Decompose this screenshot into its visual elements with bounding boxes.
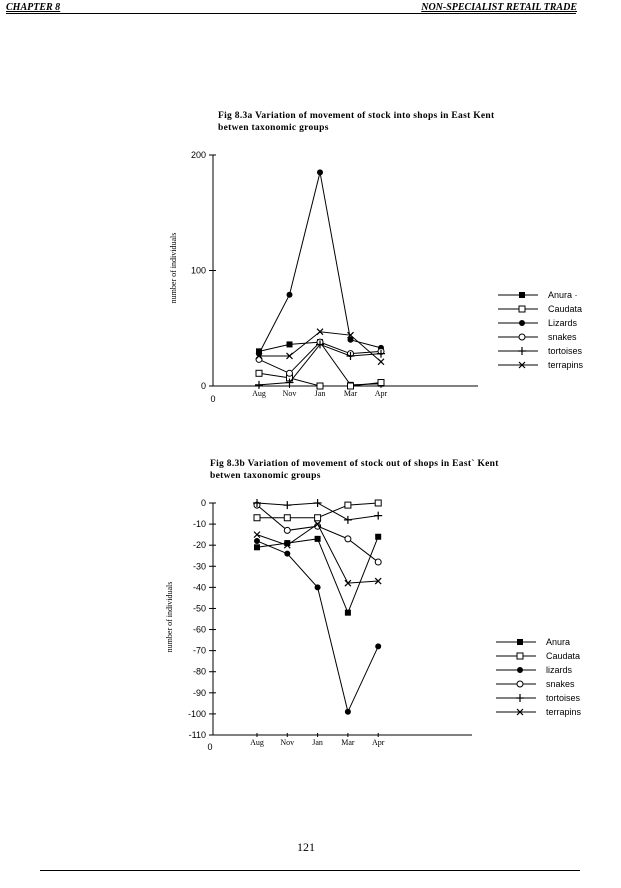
chart-b-legend-label: terrapins bbox=[546, 707, 582, 717]
chart-b-data-point bbox=[344, 516, 352, 524]
chart-b-series-line bbox=[257, 505, 378, 562]
chart-b-data-point bbox=[284, 515, 290, 521]
chart-b-data-point bbox=[374, 512, 382, 520]
chart-b-legend-label: lizards bbox=[546, 665, 573, 675]
footer-rule bbox=[40, 870, 580, 871]
chapter-header: CHAPTER 8 bbox=[6, 2, 61, 13]
chart-b-legend-label: Anura bbox=[546, 637, 571, 647]
chart-b-data-point bbox=[284, 527, 290, 533]
section-header: NON-SPECIALIST RETAIL TRADE bbox=[421, 2, 577, 13]
chart-b-legend-entry bbox=[496, 665, 573, 675]
chart-b-data-point bbox=[254, 544, 260, 550]
chart-b-series-anura bbox=[254, 534, 381, 616]
chart-b-series-lizards bbox=[254, 538, 381, 715]
chart-a-legend-label: tortoises bbox=[548, 346, 583, 356]
chart-a-y-axis-label: number of individuals bbox=[169, 232, 178, 304]
chart-b-series-line bbox=[257, 524, 378, 583]
chart-b-data-point bbox=[254, 538, 260, 544]
chart-b-y-tick-label: -90 bbox=[192, 687, 206, 698]
chart-a-legend-label: Caudata bbox=[548, 304, 583, 314]
chart-b-data-point bbox=[283, 501, 291, 509]
chart-b-data-point bbox=[315, 536, 321, 542]
chart-b-x-tick-label: Apr bbox=[371, 738, 385, 747]
chart-b-y-tick-label: -30 bbox=[192, 561, 206, 572]
chart-b-legend-marker bbox=[517, 667, 523, 673]
chart-b-data-point bbox=[254, 515, 260, 521]
chart-a-y-tick-label: 200 bbox=[190, 150, 206, 160]
chart-b-data-point bbox=[345, 502, 351, 508]
chart-a-legend-label: Anura · bbox=[548, 290, 578, 300]
chart-b-data-point bbox=[284, 551, 290, 557]
chart-b-legend-label: tortoises bbox=[546, 693, 581, 703]
chart-b-y-axis-label: number of individuals bbox=[165, 581, 174, 653]
chart-b-legend-marker bbox=[517, 639, 523, 645]
chart-b-x-tick-label: Mar bbox=[341, 738, 355, 747]
chart-a-x-tick-label: Mar bbox=[343, 389, 358, 398]
chart-a-legend-label: terrapins bbox=[548, 360, 584, 370]
chart-b-legend-label: snakes bbox=[546, 679, 575, 689]
chart-b-legend-entry bbox=[496, 679, 575, 689]
chart-b-y-tick-label: -20 bbox=[192, 540, 206, 551]
chart-b-legend-label: Caudata bbox=[546, 651, 581, 661]
figure-b-title-line1: Fig 8.3b Variation of movement of stock out of shops in East` Kent bbox=[210, 459, 499, 469]
chart-b-x-tick-label: Aug bbox=[250, 738, 264, 747]
page-number: 121 bbox=[297, 840, 315, 854]
chart-b-y-tick-label: -110 bbox=[188, 730, 206, 740]
chart-a-origin-label: 0 bbox=[210, 394, 216, 404]
chart-b-legend-entry bbox=[496, 707, 582, 717]
chart-b-y-tick-label: -100 bbox=[187, 708, 206, 719]
chart-b-y-tick-label: -80 bbox=[192, 666, 206, 677]
chart-b-legend-entry bbox=[496, 693, 581, 703]
chart-b-data-point bbox=[254, 532, 260, 538]
chart-a-x-tick-label: Apr bbox=[374, 389, 388, 398]
chart-b-y-tick-label: -70 bbox=[192, 645, 206, 656]
chart-b-y-tick-label: 0 bbox=[200, 498, 206, 508]
chart-b-data-point bbox=[314, 499, 322, 507]
chart-b-x-tick-label: Nov bbox=[280, 738, 295, 747]
chart-a-y-tick-label: 0 bbox=[200, 381, 206, 391]
chart-a-x-tick-label: Aug bbox=[252, 389, 266, 398]
chart-b-legend-marker bbox=[517, 681, 523, 687]
chart-a-legend-label: Lizards bbox=[548, 318, 578, 328]
chart-b-data-point bbox=[345, 536, 351, 542]
chart-b-data-point bbox=[315, 584, 321, 590]
chart-b-data-point bbox=[375, 534, 381, 540]
chart-b-data-point bbox=[375, 500, 381, 506]
chart-a-x-tick-label: Jan bbox=[314, 389, 326, 398]
chart-b-y-tick-label: -40 bbox=[192, 582, 206, 593]
chart-b-legend-marker bbox=[517, 653, 523, 659]
figure-b-title-line2: betwen taxonomic groups bbox=[210, 471, 321, 481]
figure-a-title-line1: Fig 8.3a Variation of movement of stock into shops in East Kent bbox=[218, 111, 495, 121]
chart-b-data-point bbox=[315, 515, 321, 521]
chart-b-y-tick-label: -10 bbox=[192, 519, 206, 530]
chart-b-x-tick-label: Jan bbox=[312, 738, 323, 747]
chart-b-y-tick-label: -50 bbox=[192, 603, 206, 614]
chart-b-y-tick-label: -60 bbox=[192, 624, 206, 635]
chart-b-origin-label: 0 bbox=[207, 742, 213, 752]
chart-b-legend-entry bbox=[496, 637, 570, 647]
chart-b-legend-entry bbox=[496, 651, 580, 661]
chart-b-data-point bbox=[375, 559, 381, 565]
chart-a-legend-label: snakes bbox=[548, 332, 577, 342]
chart-b-data-point bbox=[375, 643, 381, 649]
chart-b-series-line bbox=[257, 541, 378, 712]
chart-b-legend-marker bbox=[516, 694, 524, 702]
chart-b-series-snakes bbox=[254, 502, 381, 565]
chart-b-data-point bbox=[345, 610, 351, 616]
chart-a-x-tick-label: Nov bbox=[282, 389, 297, 398]
figure-a-title-line2: betwen taxonomic groups bbox=[218, 123, 329, 133]
chart-a-y-tick-label: 100 bbox=[190, 265, 206, 276]
chart-b-data-point bbox=[345, 709, 351, 715]
